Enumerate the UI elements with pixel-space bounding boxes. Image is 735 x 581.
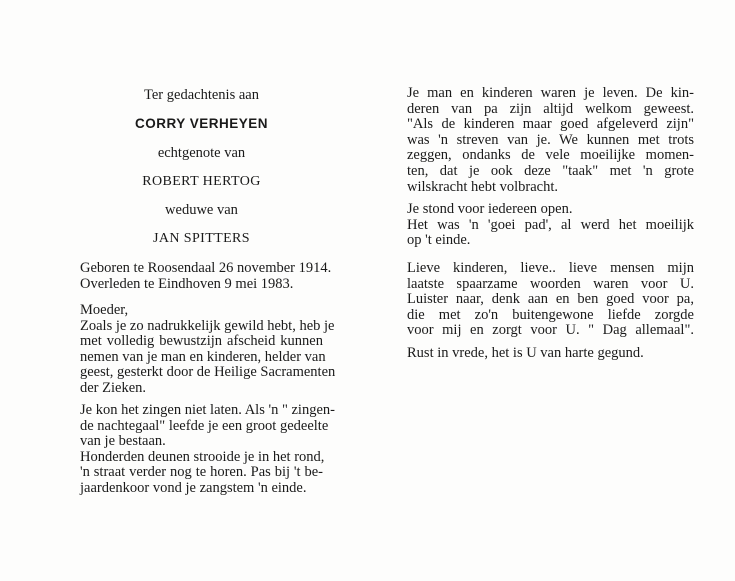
text-line: de nachtegaal" leefde je een groot gedeelte	[80, 417, 329, 434]
right-paragraph-1	[407, 86, 694, 195]
text-line: Je stond voor iedereen open.	[407, 201, 573, 217]
text-line: Je kon het zingen niet laten. Als 'n " zingen-	[80, 402, 335, 418]
text-line: Luister naar, denk aan en ben goed voor pa,	[407, 291, 694, 308]
text-line: geest, gesterkt door de Heilige Sacramenten	[80, 364, 336, 381]
closing-line: Rust in vrede, het is U van harte gegund.	[407, 345, 644, 361]
text-line: nemen van je man en kinderen, helder van	[80, 348, 326, 365]
text-line: ten, dat je ook deze "taak" met 'n grote	[407, 162, 694, 179]
text-line: zeggen, ondanks de vele moeilijke momen-	[407, 147, 694, 164]
spouse-name: ROBERT HERTOG	[142, 174, 261, 189]
left-paragraph-2	[80, 402, 335, 497]
text-line: Je man en kinderen waren je leven. De kin-	[407, 85, 694, 101]
text-line: was 'n streven van je. We kunnen met trots	[407, 131, 694, 148]
deceased-name: CORRY VERHEYEN	[134, 116, 269, 131]
text-line: Het was 'n 'goei pad', al werd het moeilijk	[407, 216, 694, 233]
text-line: die met zo'n buitengewone liefde zorgde	[407, 306, 694, 323]
death-line: Overleden te Eindhoven 9 mei 1983.	[80, 275, 294, 292]
life-dates	[80, 260, 332, 292]
text-line: op 't einde.	[407, 232, 471, 249]
birth-line: Geboren te Roosendaal 26 november 1914.	[80, 260, 332, 276]
text-line: wilskracht hebt volbracht.	[407, 178, 558, 195]
text-line: 'n straat verder nog te horen. Pas bij 't be-	[80, 464, 323, 481]
text-line: Honderden deunen strooide je in het rond,	[80, 448, 325, 465]
left-paragraph-1	[80, 302, 336, 397]
late-husband-name: JAN SPITTERS	[153, 231, 250, 246]
text-line: deren van pa zijn altijd welkom geweest.	[407, 100, 694, 117]
text-line: "Als de kinderen maar goed afgeleverd zijn"	[407, 116, 694, 133]
spouse-label: echtgenote van	[157, 145, 246, 161]
widow-label: weduwe van	[165, 202, 238, 218]
text-line: van je bestaan.	[80, 433, 166, 450]
right-paragraph-3	[407, 261, 694, 339]
text-line: voor mij en zorgt voor U. " Dag allemaal".	[407, 322, 694, 339]
intro-line: Ter gedachtenis aan	[144, 87, 259, 103]
text-line: Lieve kinderen, lieve.. lieve mensen mijn	[407, 260, 694, 276]
closing-wish	[407, 346, 694, 362]
text-line: jaardenkoor vond je zangstem 'n einde.	[80, 479, 307, 496]
text-line: laatste spaarzame woorden waren voor U.	[407, 275, 694, 292]
text-line: met volledig bewustzijn afscheid kunnen	[80, 333, 323, 350]
text-line: der Zieken.	[80, 379, 147, 396]
text-line: Moeder,	[80, 302, 129, 318]
text-line: Zoals je zo nadrukkelijk gewild hebt, heb je	[80, 317, 335, 334]
right-paragraph-2	[407, 202, 694, 249]
